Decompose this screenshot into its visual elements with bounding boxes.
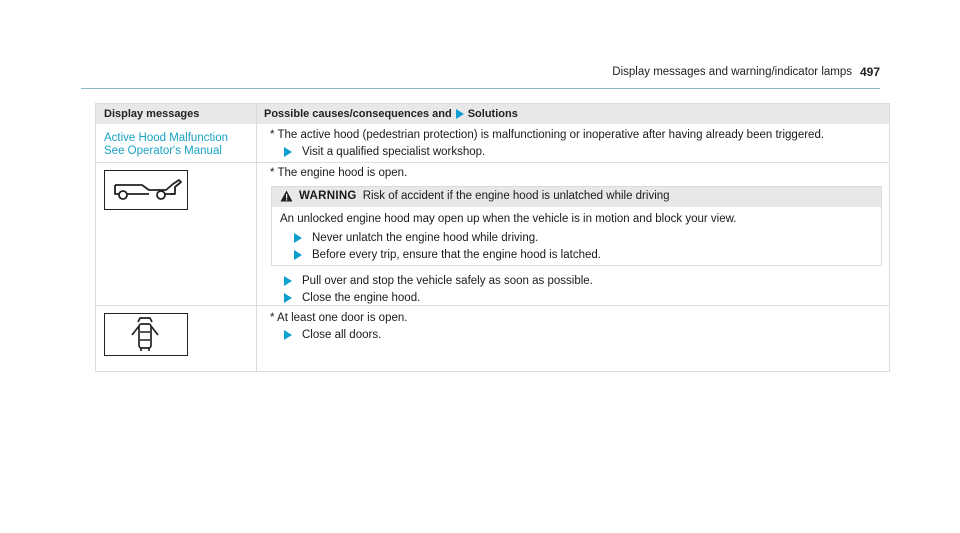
column-header-causes-text: Possible causes/consequences and <box>264 108 452 120</box>
solution-arrow-icon <box>284 276 292 286</box>
column-header-causes <box>264 108 518 120</box>
row3-solution <box>284 328 381 342</box>
warning-step-text: Never unlatch the engine hood while driving. <box>312 232 539 244</box>
row2-cause: * The engine hood is open. <box>270 167 408 179</box>
row-divider <box>96 305 889 306</box>
row2-solution-text: Pull over and stop the vehicle safely as soon as possible. <box>302 275 593 287</box>
warning-step <box>294 248 601 262</box>
warning-body: An unlocked engine hood may open up when the vehicle is in motion and block your view. <box>280 213 737 225</box>
page-number: 497 <box>859 65 880 79</box>
header-title: Display messages and warning/indicator lamps <box>612 66 852 78</box>
row3-solution-text: Close all doors. <box>302 329 382 341</box>
row1-solution-text: Visit a qualified specialist workshop. <box>302 146 486 158</box>
solution-arrow-icon <box>284 147 292 157</box>
column-divider <box>256 104 257 371</box>
solution-arrow-icon <box>284 293 292 303</box>
warning-label: WARNING <box>299 190 357 202</box>
table-header <box>96 104 889 124</box>
header-rule <box>81 88 880 89</box>
solution-arrow-icon <box>456 109 464 119</box>
message-line-2: See Operator's Manual <box>104 145 222 157</box>
solution-arrow-icon <box>294 250 302 260</box>
row1-cause: * The active hood (pedestrian protection) is malfunctioning or inoperative after having already been triggered. <box>270 129 825 141</box>
warning-step-text: Before every trip, ensure that the engine hood is latched. <box>312 249 601 261</box>
display-messages-table <box>95 103 890 372</box>
warning-step <box>294 231 538 245</box>
warning-triangle-icon <box>280 190 293 202</box>
row2-solution-text: Close the engine hood. <box>302 292 421 304</box>
row2-solution <box>284 291 420 305</box>
page-header <box>0 66 960 86</box>
door-open-car-icon <box>104 313 188 356</box>
warning-box <box>271 186 882 266</box>
solution-arrow-icon <box>284 330 292 340</box>
row3-cause: * At least one door is open. <box>270 312 408 324</box>
message-line-1: Active Hood Malfunction <box>104 132 229 144</box>
column-header-solutions-text: Solutions <box>467 108 518 120</box>
row-divider <box>96 162 889 163</box>
row2-solution <box>284 274 593 288</box>
row1-solution <box>284 145 485 159</box>
solution-arrow-icon <box>294 233 302 243</box>
column-header-messages: Display messages <box>104 108 200 120</box>
message-active-hood[interactable] <box>104 132 228 158</box>
warning-title: Risk of accident if the engine hood is unlatched while driving <box>362 190 670 202</box>
hood-open-car-icon <box>104 170 188 210</box>
warning-header <box>272 187 881 207</box>
